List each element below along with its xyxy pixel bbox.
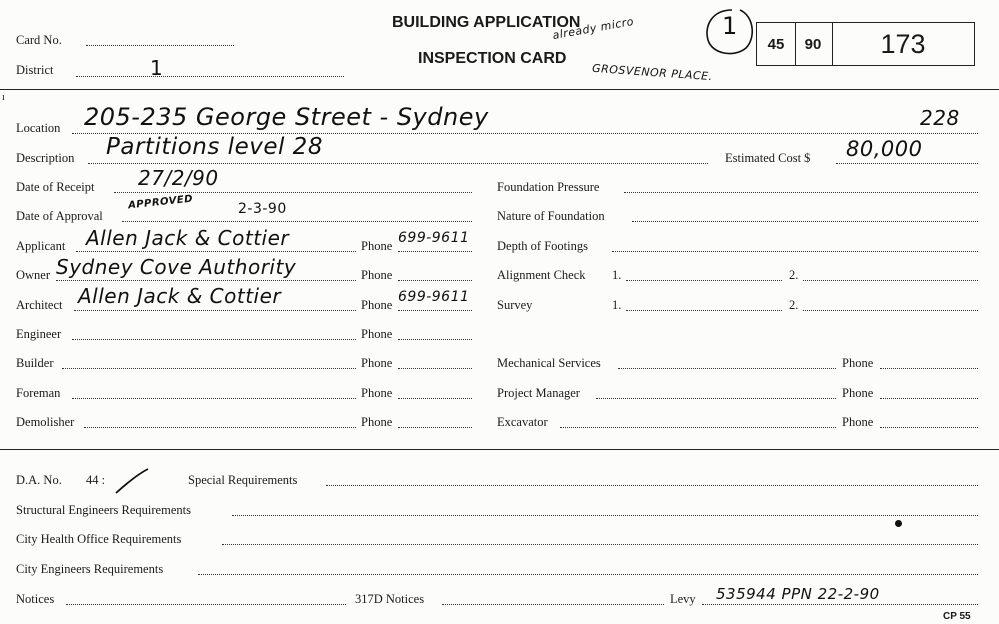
form-code: CP 55 — [943, 611, 971, 622]
applicant-label: Applicant — [16, 239, 66, 253]
owner-value: Sydney Cove Authority — [56, 255, 297, 279]
health-label: City Health Office Requirements — [16, 532, 182, 546]
owner-phone-label: Phone — [361, 268, 393, 282]
date-receipt-label: Date of Receipt — [16, 180, 95, 194]
demolisher-phone-label: Phone — [361, 415, 393, 429]
excavator-phone-line[interactable] — [880, 427, 978, 428]
owner-line[interactable] — [56, 280, 356, 281]
survey-label: Survey — [497, 298, 533, 312]
owner-label: Owner — [16, 268, 51, 282]
architect-label: Architect — [16, 298, 63, 312]
architect-value: Allen Jack & Cottier — [78, 284, 282, 308]
location-value: 205-235 George Street - Sydney — [84, 103, 489, 131]
foreman-label: Foreman — [16, 386, 61, 400]
card-no-line[interactable] — [86, 45, 234, 46]
applicant-phone-value: 699-9611 — [398, 230, 470, 246]
project-manager-phone-label: Phone — [842, 386, 874, 400]
ink-dot — [895, 520, 902, 527]
card-title-line1: BUILDING APPLICATION — [392, 14, 581, 31]
circled-number: 1 — [722, 12, 738, 40]
edge-mark: ı — [2, 92, 5, 103]
survey-1-line[interactable] — [626, 310, 782, 311]
description-label: Description — [16, 151, 75, 165]
survey-1-label: 1. — [612, 298, 622, 312]
applicant-phone-line[interactable] — [398, 251, 472, 252]
special-requirements-line[interactable] — [326, 485, 978, 486]
foreman-line[interactable] — [72, 398, 356, 399]
nature-foundation-label: Nature of Foundation — [497, 209, 605, 223]
mechanical-line[interactable] — [618, 368, 836, 369]
owner-phone-line[interactable] — [398, 280, 472, 281]
architect-phone-value: 699-9611 — [398, 289, 470, 305]
excavator-phone-label: Phone — [842, 415, 874, 429]
survey-2-label: 2. — [789, 298, 799, 312]
builder-phone-label: Phone — [361, 356, 393, 370]
description-value: Partitions level 28 — [106, 134, 323, 160]
demolisher-line[interactable] — [84, 427, 356, 428]
levy-label: Levy — [670, 592, 696, 606]
health-line[interactable] — [222, 544, 978, 545]
builder-line[interactable] — [62, 368, 356, 369]
applicant-phone-label: Phone — [361, 239, 393, 253]
mechanical-phone-line[interactable] — [880, 368, 978, 369]
project-manager-phone-line[interactable] — [880, 398, 978, 399]
alignment-1-label: 1. — [612, 268, 622, 282]
levy-line[interactable] — [702, 604, 978, 605]
number-box-2: 90 — [794, 22, 833, 66]
notices-317d-line[interactable] — [442, 604, 664, 605]
engineer-line[interactable] — [72, 339, 356, 340]
city-engineers-label: City Engineers Requirements — [16, 562, 164, 576]
card-no-label: Card No. — [16, 33, 62, 47]
project-manager-line[interactable] — [596, 398, 836, 399]
notices-line[interactable] — [66, 604, 346, 605]
nature-foundation-line[interactable] — [632, 221, 978, 222]
date-approval-value: 2-3-90 — [238, 201, 287, 217]
date-approval-label: Date of Approval — [16, 209, 103, 223]
location-label: Location — [16, 121, 61, 135]
estimated-cost-line[interactable] — [836, 163, 978, 164]
card-number-box: 173 — [832, 22, 975, 66]
mechanical-phone-label: Phone — [842, 356, 874, 370]
da-label: D.A. No. — [16, 473, 62, 487]
mechanical-label: Mechanical Services — [497, 356, 601, 370]
special-requirements-label: Special Requirements — [188, 473, 298, 487]
builder-label: Builder — [16, 356, 54, 370]
alignment-1-line[interactable] — [626, 280, 782, 281]
engineer-phone-label: Phone — [361, 327, 393, 341]
district-line[interactable] — [76, 76, 344, 77]
alignment-2-label: 2. — [789, 268, 799, 282]
depth-footings-line[interactable] — [612, 251, 978, 252]
card-title-line2: INSPECTION CARD — [418, 50, 567, 67]
applicant-value: Allen Jack & Cottier — [86, 226, 290, 250]
estimated-cost-label: Estimated Cost $ — [725, 151, 811, 165]
location-number: 228 — [920, 106, 960, 130]
foreman-phone-label: Phone — [361, 386, 393, 400]
foundation-pressure-line[interactable] — [624, 192, 978, 193]
builder-phone-line[interactable] — [398, 368, 472, 369]
excavator-label: Excavator — [497, 415, 548, 429]
date-approval-line[interactable] — [122, 221, 472, 222]
city-engineers-line[interactable] — [198, 574, 978, 575]
foreman-phone-line[interactable] — [398, 398, 472, 399]
number-box-1: 45 — [756, 22, 796, 66]
district-value: 1 — [150, 56, 164, 80]
engineer-label: Engineer — [16, 327, 62, 341]
annotation-top: already micro — [551, 14, 635, 43]
demolisher-phone-line[interactable] — [398, 427, 472, 428]
excavator-line[interactable] — [560, 427, 836, 428]
architect-line[interactable] — [74, 310, 356, 311]
estimated-cost-value: 80,000 — [846, 137, 923, 161]
date-receipt-value: 27/2/90 — [138, 166, 219, 190]
structural-line[interactable] — [232, 515, 978, 516]
structural-label: Structural Engineers Requirements — [16, 503, 191, 517]
notices-317d-label: 317D Notices — [355, 592, 425, 606]
alignment-2-line[interactable] — [803, 280, 978, 281]
da-value: 44 : — [86, 473, 106, 487]
header-divider — [0, 89, 999, 90]
survey-2-line[interactable] — [803, 310, 978, 311]
date-receipt-line[interactable] — [114, 192, 472, 193]
architect-phone-label: Phone — [361, 298, 393, 312]
foundation-pressure-label: Foundation Pressure — [497, 180, 600, 194]
annotation-place: GROSVENOR PLACE. — [591, 61, 714, 84]
notices-label: Notices — [16, 592, 55, 606]
levy-value: 535944 PPN 22-2-90 — [716, 585, 880, 603]
depth-footings-label: Depth of Footings — [497, 239, 588, 253]
district-label: District — [16, 63, 54, 77]
applicant-line[interactable] — [76, 251, 356, 252]
engineer-phone-line[interactable] — [398, 339, 472, 340]
approved-stamp: APPROVED — [127, 193, 194, 212]
alignment-label: Alignment Check — [497, 268, 586, 282]
section-divider — [0, 449, 999, 450]
architect-phone-line[interactable] — [398, 310, 472, 311]
description-line[interactable] — [88, 163, 708, 164]
slash-mark-icon — [112, 466, 152, 496]
project-manager-label: Project Manager — [497, 386, 580, 400]
demolisher-label: Demolisher — [16, 415, 75, 429]
